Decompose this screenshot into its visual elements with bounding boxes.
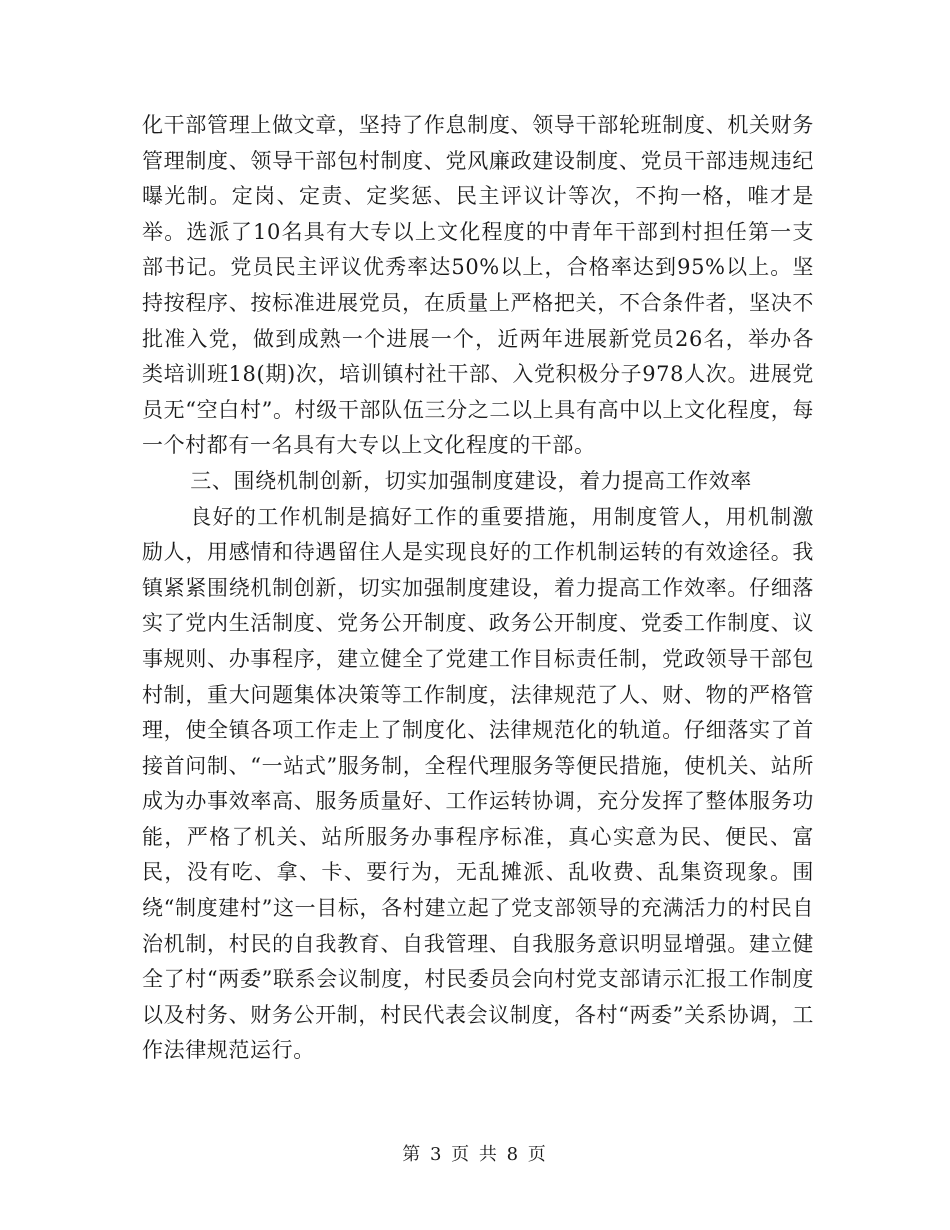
page-footer: 第 3 页 共 8 页 — [402, 1144, 548, 1165]
document-body — [142, 108, 814, 1069]
paragraph-work-mechanism: 良好的工作机制是搞好工作的重要措施，用制度管人，用机制激励人，用感情和待遇留住人是实现良好的工作机制运转的有效途径。我镇紧紧围绕机制创新，切实加强制度建设，着力提高工作效率。仔细落实了党内生活制度、党务公开制度、政务公开制度、党委工作制度、议事规则、办事程序，建立健全了党建工作目标责任制，党政领导干部包村制，重大问题集体决策等工作制度，法律规范了人、财、物的严格管理，使全镇各项工作走上了制度化、法律规范化的轨道。仔细落实了首接首问制、“一站式”服务制，全程代理服务等便民措施，使机关、站所成为办事效率高、服务质量好、工作运转协调，充分发挥了整体服务功能，严格了机关、站所服务办事程序标准，真心实意为民、便民、富民，没有吃、拿、卡、要行为，无乱摊派、乱收费、乱集资现象。围绕“制度建村”这一目标，各村建立起了党支部领导的充满活力的村民自治机制，村民的自我教育、自我管理、自我服务意识明显增强。建立健全了村“两委”联系会议制度，村民委员会向村党支部请示汇报工作制度以及村务、财务公开制，村民代表会议制度，各村“两委”关系协调，工作法律规范运行。 — [142, 504, 814, 1063]
section-heading-mechanism-innovation: 三、围绕机制创新，切实加强制度建设，着力提高工作效率 — [190, 468, 752, 493]
paragraph-party-cadre-management: 化干部管理上做文章，坚持了作息制度、领导干部轮班制度、机关财务管理制度、领导干部包村制度、党风廉政建设制度、党员干部违规违纪曝光制。定岗、定责、定奖惩、民主评议计等次，不拘一格，唯才是举。选派了10名具有大专以上文化程度的中青年干部到村担任第一支部书记。党员民主评议优秀率达50%以上，合格率达到95%以上。坚持按程序、按标准进展党员，在质量上严格把关，不合条件者，坚决不批准入党，做到成熟一个进展一个，近两年进展新党员26名，举办各类培训班18(期)次，培训镇村社干部、入党积极分子978人次。进展党员无“空白村”。村级干部队伍三分之二以上具有高中以上文化程度，每一个村都有一名具有大专以上文化程度的干部。 — [142, 113, 814, 458]
